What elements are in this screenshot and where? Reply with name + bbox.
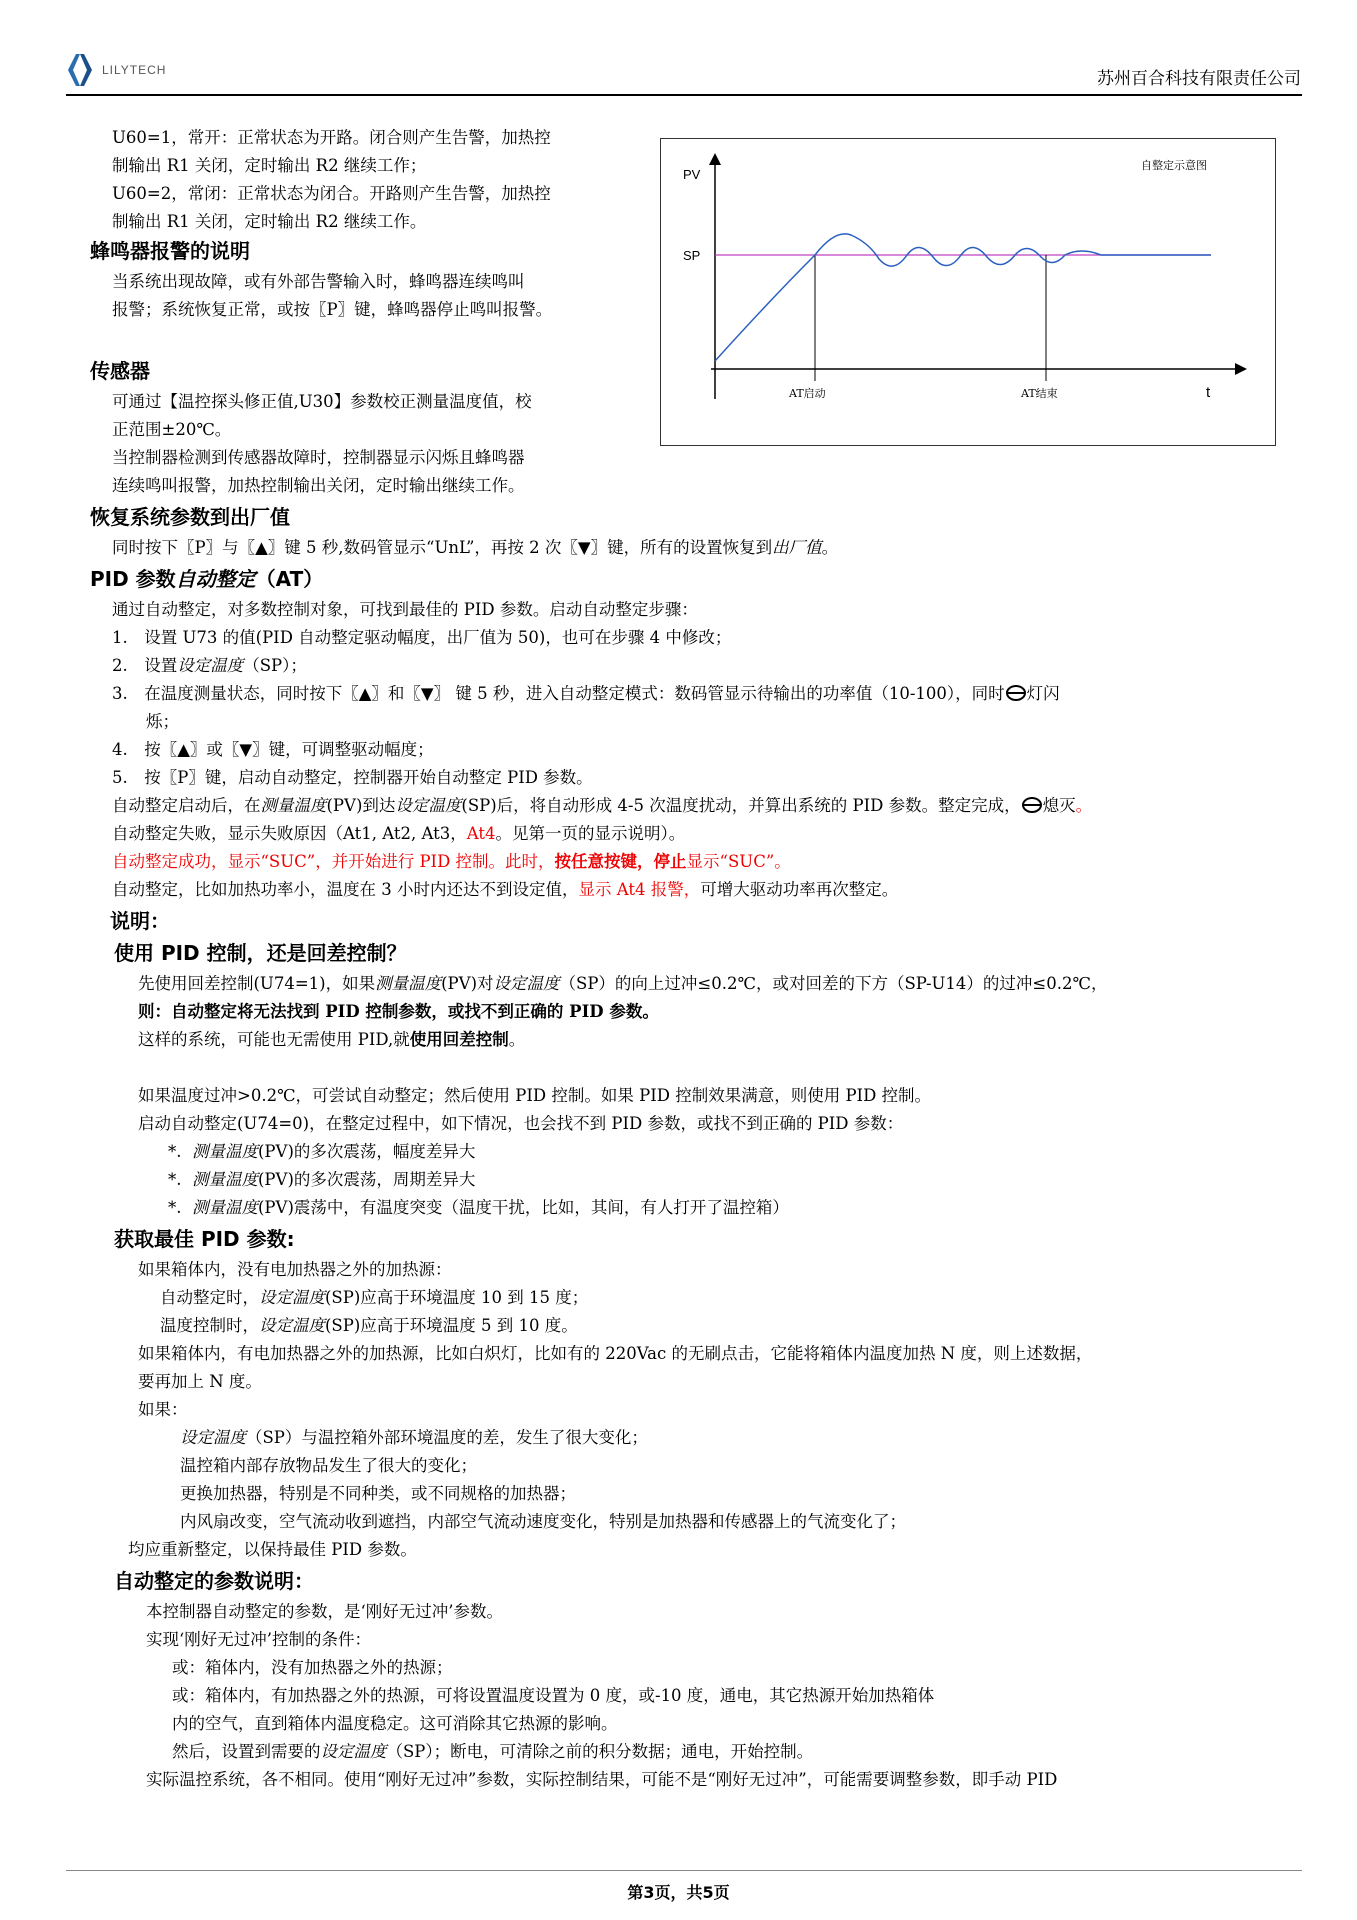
heading-best-pid: 获取最佳 PID 参数: [114, 1227, 295, 1251]
heading-pid-at: PID 参数自动整定（AT） [90, 567, 324, 591]
text-line: 要再加上 N 度。 [138, 1372, 262, 1391]
text-line: 同时按下〖P〗与〖▲〗键 5 秒,数码管显示“UnL”，再按 2 次〖▼〗键，所有的设置恢复到出厂值。 [112, 538, 839, 557]
text-line: U60=2，常闭：正常状态为闭合。开路则产生告警，加热控 [112, 184, 551, 203]
text-line: 则：自动整定将无法找到 PID 控制参数，或找不到正确的 PID 参数。 [138, 1002, 659, 1021]
text-line: 当系统出现故障，或有外部告警输入时，蜂鸣器连续鸣叫 [112, 272, 525, 291]
figure-title: 自整定示意图 [1141, 159, 1207, 172]
text-line: 当控制器检测到传感器故障时，控制器显示闪烁且蜂鸣器 [112, 448, 525, 467]
text-line: 内风扇改变，空气流动收到遮挡，内部空气流动速度变化，特别是加热器和传感器上的气流变化了； [180, 1512, 906, 1531]
text-line: 设定温度（SP）与温控箱外部环境温度的差，发生了很大变化； [180, 1428, 648, 1447]
step-5: 5. 按〖P〗键，启动自动整定，控制器开始自动整定 PID 参数。 [112, 768, 593, 787]
text-line: 烁； [146, 712, 179, 731]
text-line: 或：箱体内，有加热器之外的热源，可将设置温度设置为 0 度，或-10 度，通电，其它热源开始加热箱体 [172, 1686, 935, 1705]
list-item: *. 测量温度(PV)的多次震荡，周期差异大 [168, 1170, 476, 1189]
text-line: 启动自动整定(U74=0)，在整定过程中，如下情况，也会找不到 PID 参数，或找不到正确的 PID 参数： [138, 1114, 904, 1133]
step-3: 3. 在温度测量状态，同时按下〖▲〗和〖▼〗 键 5 秒，进入自动整定模式：数码管显示待输出的功率值（10-100），同时 灯闪 [112, 684, 1060, 703]
sp-label: SP [683, 248, 701, 263]
text-line: 如果箱体内，没有电加热器之外的加热源： [138, 1260, 452, 1279]
heading-restore: 恢复系统参数到出厂值 [90, 505, 290, 529]
step-2: 2. 设置设定温度（SP）； [112, 656, 307, 675]
text-line: 自动整定时，设定温度(SP)应高于环境温度 10 到 15 度； [160, 1288, 589, 1307]
header-divider [66, 94, 1302, 96]
text-line: 自动整定失败，显示失败原因（At1, At2, At3，At4。见第一页的显示说明）。 [112, 824, 686, 843]
text-line: 内的空气，直到箱体内温度稳定。这可消除其它热源的影响。 [172, 1714, 618, 1733]
text-line: 自动整定成功，显示“SUC”，并开始进行 PID 控制。此时，按任意按键，停止显示“SUC”。 [112, 852, 791, 871]
text-line: 可通过【温控探头修正值,U30】参数校正测量温度值，校 [112, 392, 532, 411]
step-1: 1. 设置 U73 的值(PID 自动整定驱动幅度，出厂值为 50)，也可在步骤 4 中修改； [112, 628, 732, 647]
at-end-label: AT结束 [1021, 387, 1058, 400]
at-indicator-icon [1005, 684, 1027, 702]
heading-use-pid: 使用 PID 控制，还是回差控制？ [114, 941, 407, 965]
text-line: 报警；系统恢复正常，或按〖P〗键，蜂鸣器停止鸣叫报警。 [112, 300, 553, 319]
text-line: 先使用回差控制(U74=1)，如果测量温度(PV)对设定温度（SP）的向上过冲≤0.2℃，或对回差的下方（SP-U14）的过冲≤0.2℃， [138, 974, 1108, 993]
text-line: 实际温控系统，各不相同。使用“刚好无过冲”参数，实际控制结果，可能不是“刚好无过冲”，可能需要调整参数，即手动 PID [146, 1770, 1058, 1789]
pv-curve [715, 234, 1211, 361]
footer-divider [66, 1870, 1302, 1871]
t-label: t [1206, 384, 1211, 401]
text-line: 制输出 R1 关闭，定时输出 R2 继续工作； [112, 156, 427, 175]
text-line: 自动整定启动后，在测量温度(PV)到达设定温度(SP)后，将自动形成 4-5 次温度扰动，并算出系统的 PID 参数。整定完成， 熄灭。 [112, 796, 1093, 815]
logo-text: LILYTECH [102, 63, 167, 77]
step-4: 4. 按〖▲〗或〖▼〗键，可调整驱动幅度； [112, 740, 434, 759]
page-number: 第3页，共5页 [627, 1883, 730, 1902]
company-logo [66, 52, 166, 88]
at-indicator-icon [1021, 796, 1043, 814]
text-line: 正范围±20℃。 [112, 420, 232, 439]
text-line: 或：箱体内，没有加热器之外的热源； [172, 1658, 453, 1677]
heading-buzzer: 蜂鸣器报警的说明 [90, 239, 250, 263]
pv-label: PV [683, 167, 701, 182]
lilytech-logo-icon [66, 52, 94, 88]
text-line: 如果温度过冲>0.2℃，可尝试自动整定；然后使用 PID 控制。如果 PID 控制效果满意，则使用 PID 控制。 [138, 1086, 932, 1105]
heading-note: 说明： [110, 909, 170, 933]
text-line: 温控箱内部存放物品发生了很大的变化； [180, 1456, 477, 1475]
text-line: 制输出 R1 关闭，定时输出 R2 继续工作。 [112, 212, 427, 231]
text-line: 如果： [138, 1400, 188, 1419]
at-start-label: AT启动 [789, 387, 826, 400]
list-item: *. 测量温度(PV)的多次震荡，幅度差异大 [168, 1142, 476, 1161]
auto-tune-diagram [661, 139, 1275, 445]
auto-tune-figure [660, 138, 1276, 446]
text-line: 如果箱体内，有电加热器之外的加热源，比如白炽灯，比如有的 220Vac 的无刷点击，它能将箱体内温度加热 N 度，则上述数据， [138, 1344, 1093, 1363]
text-line: 然后，设置到需要的设定温度（SP）；断电，可清除之前的积分数据；通电，开始控制。 [172, 1742, 814, 1761]
heading-sensor: 传感器 [90, 359, 150, 383]
text-line: 温度控制时，设定温度(SP)应高于环境温度 5 到 10 度。 [160, 1316, 578, 1335]
list-item: *. 测量温度(PV)震荡中，有温度突变（温度干扰，比如，其间，有人打开了温控箱） [168, 1198, 789, 1217]
text-line: 通过自动整定，对多数控制对象，可找到最佳的 PID 参数。启动自动整定步骤： [112, 600, 698, 619]
text-line: 连续鸣叫报警，加热控制输出关闭，定时输出继续工作。 [112, 476, 525, 495]
heading-param-desc: 自动整定的参数说明： [114, 1569, 314, 1593]
text-line: 本控制器自动整定的参数，是‘刚好无过冲’参数。 [146, 1602, 503, 1621]
text-line: 自动整定，比如加热功率小，温度在 3 小时内还达不到设定值，显示 At4 报警，可增大驱动功率再次整定。 [112, 880, 899, 899]
text-line: 更换加热器，特别是不同种类，或不同规格的加热器； [180, 1484, 576, 1503]
text-line: 实现‘刚好无过冲’控制的条件： [146, 1630, 371, 1649]
text-line: 均应重新整定，以保持最佳 PID 参数。 [128, 1540, 417, 1559]
text-line: U60=1，常开：正常状态为开路。闭合则产生告警，加热控 [112, 128, 551, 147]
text-line: 这样的系统，可能也无需使用 PID,就使用回差控制。 [138, 1030, 526, 1049]
company-name: 苏州百合科技有限责任公司 [1097, 69, 1301, 89]
